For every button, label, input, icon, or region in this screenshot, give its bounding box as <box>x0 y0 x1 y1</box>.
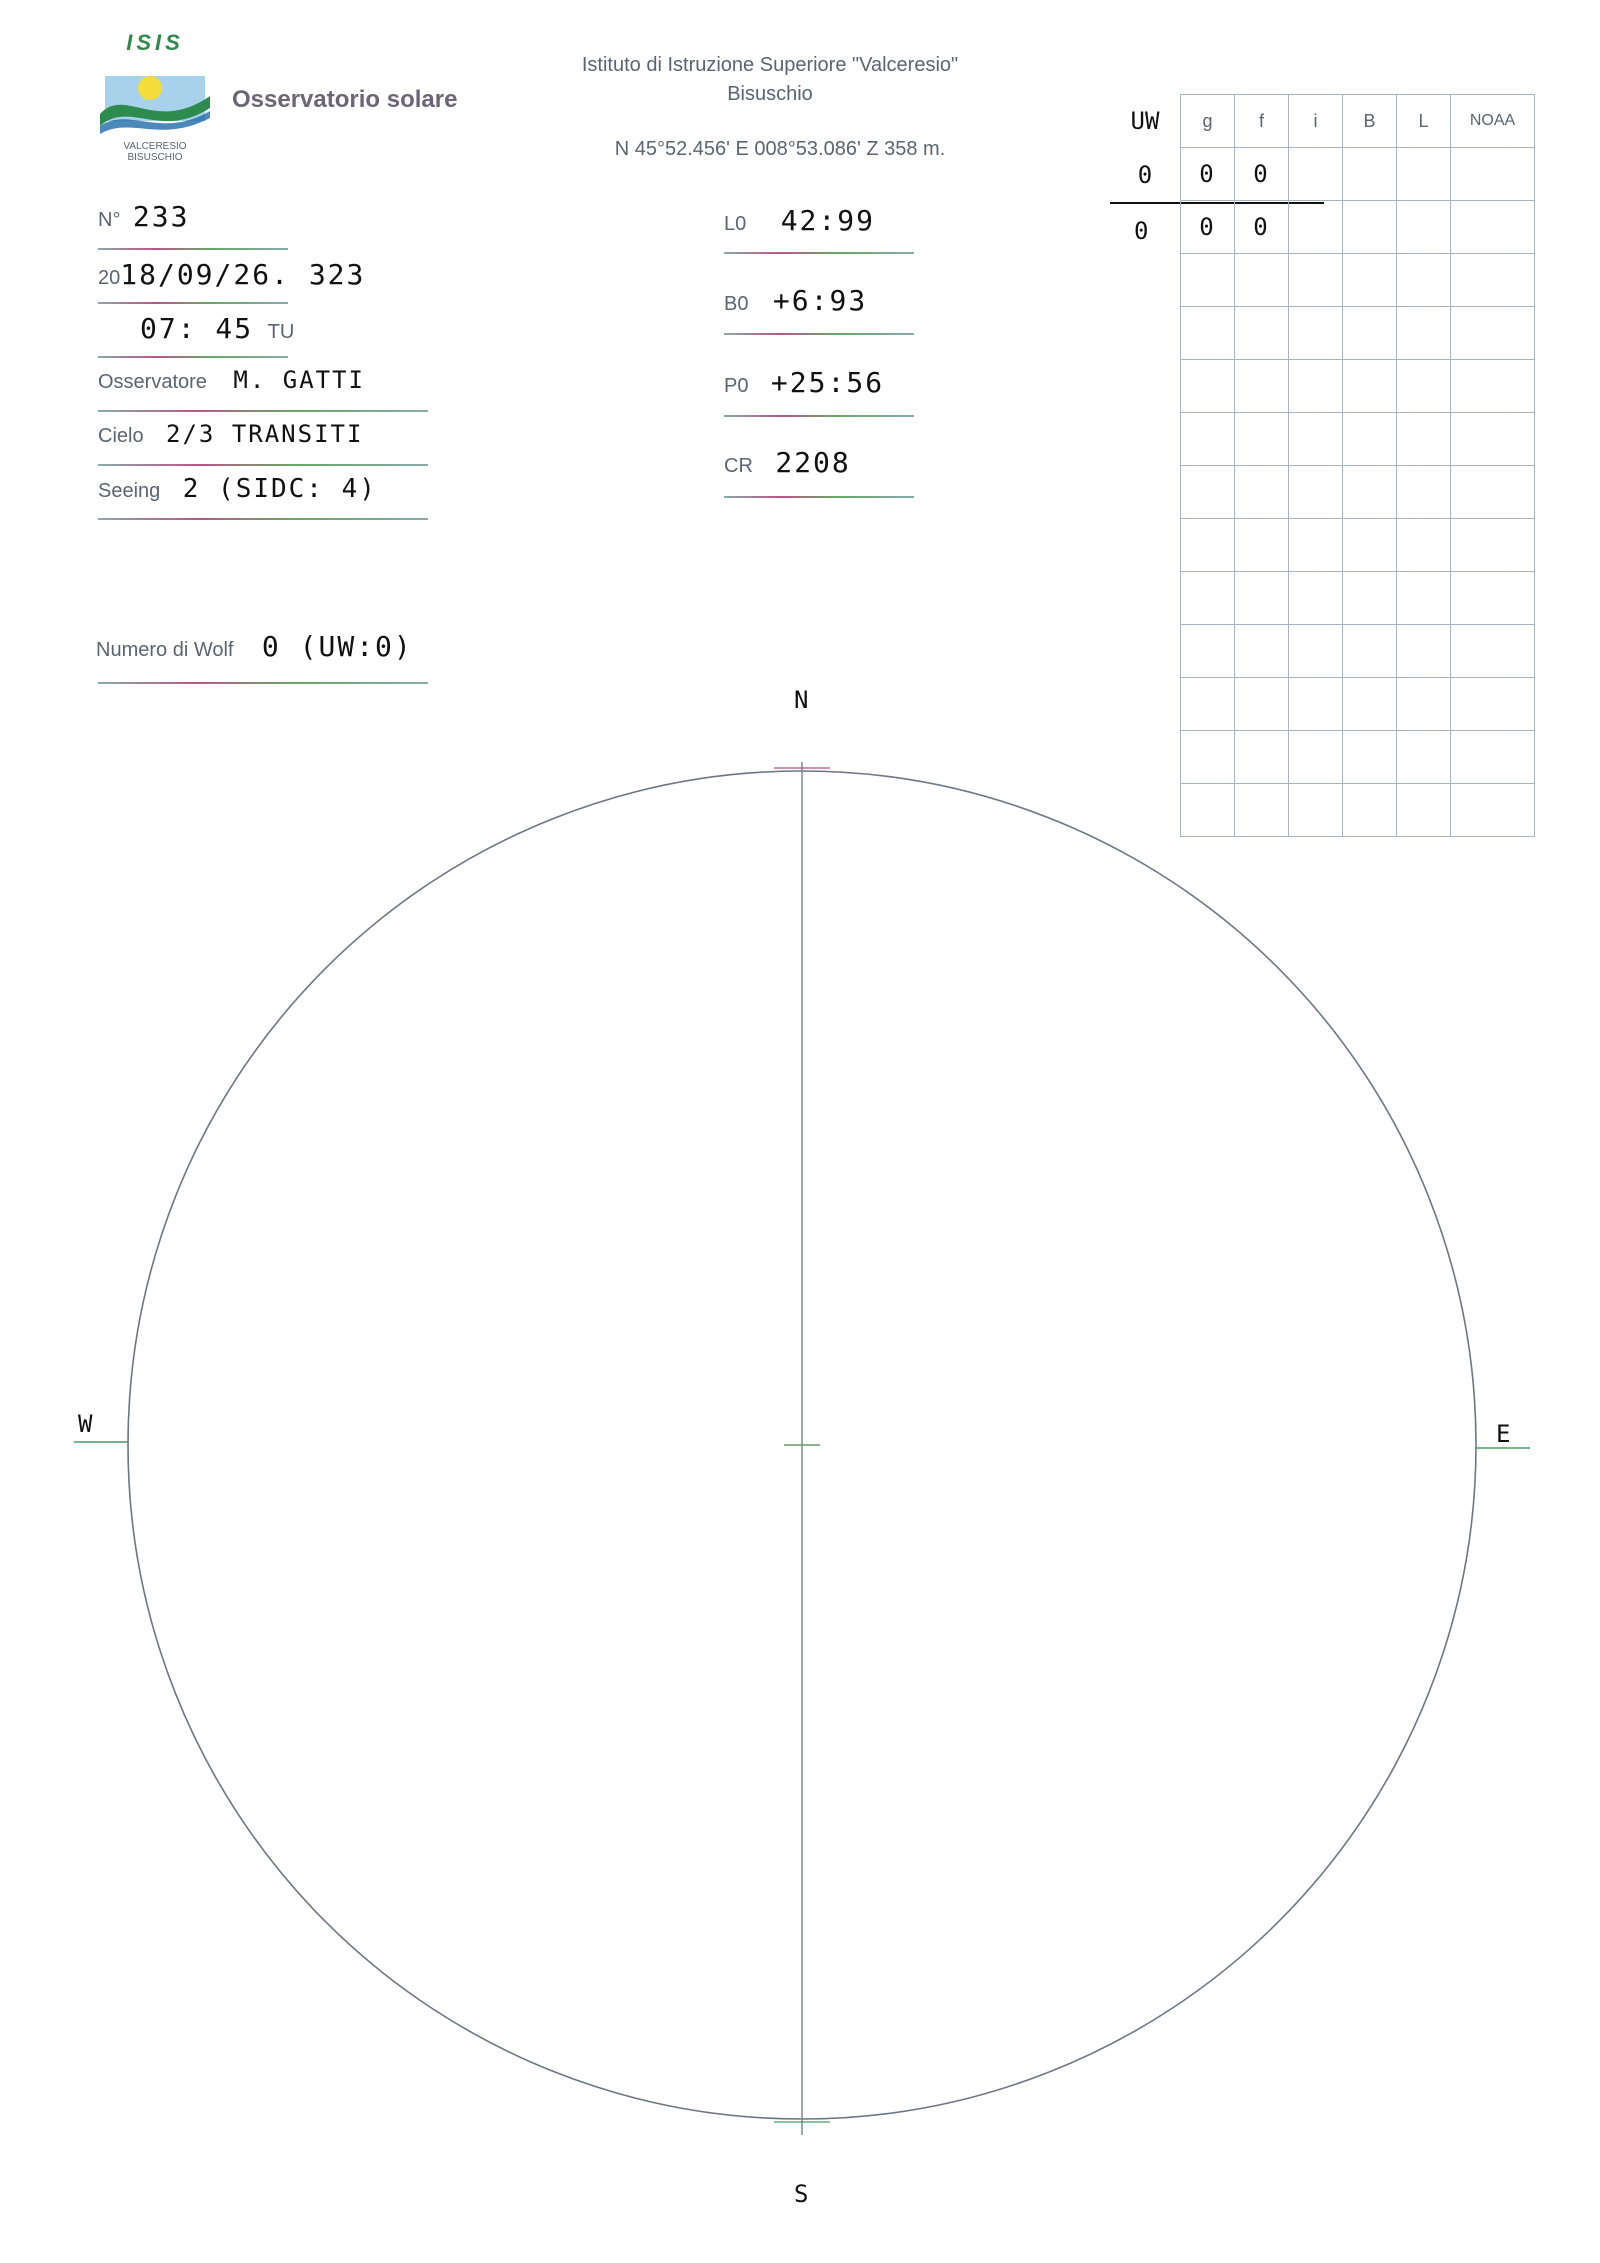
wolf-label: Numero di Wolf <box>96 639 234 661</box>
sky-label: Cielo <box>98 425 144 447</box>
p0-label: P0 <box>724 375 749 397</box>
logo-text-bottom-2: BISUSCHIO <box>127 152 183 163</box>
table-cell: 0 <box>1235 148 1289 201</box>
table-header-cell: NOAA <box>1451 95 1535 148</box>
north-label: N <box>794 686 809 714</box>
table-cell: 0 <box>1181 201 1235 254</box>
sky-value: 2/3 TRANSITI <box>166 420 364 448</box>
site-coordinates: N 45°52.456' E 008°53.086' Z 358 m. <box>614 138 946 160</box>
table-header-cell: B <box>1343 95 1397 148</box>
table-header-cell: f <box>1235 95 1289 148</box>
south-label: S <box>794 2180 809 2208</box>
table-cell: 0 <box>1181 148 1235 201</box>
uw-header: UW <box>1130 107 1160 135</box>
seeing-label: Seeing <box>98 480 161 502</box>
east-label: E <box>1496 1420 1511 1448</box>
number-value: 233 <box>132 200 190 233</box>
institute-city: Bisuschio <box>727 83 813 105</box>
uw-value: 0 <box>1110 202 1324 258</box>
seeing-value: 2 (SIDC: 4) <box>182 474 377 504</box>
logo-text-bottom-1: VALCERESIO <box>123 141 187 152</box>
table-header-cell: i <box>1289 95 1343 148</box>
p0-value: +25:56 <box>770 366 885 399</box>
table-header-cell: g <box>1181 95 1235 148</box>
l0-value: 42:99 <box>780 204 875 237</box>
uw-value: 0 <box>1137 161 1153 189</box>
cr-value: 2208 <box>775 446 851 479</box>
l0-label: L0 <box>724 213 747 235</box>
table-header-cell: L <box>1397 95 1451 148</box>
logo-text-top: ISIS <box>126 30 184 55</box>
institute-name: Istituto di Istruzione Superiore "Valceresio" <box>581 54 959 76</box>
observer-value: M. GATTI <box>233 366 365 394</box>
date-value: 18/09/26. 323 <box>120 258 366 291</box>
b0-value: +6:93 <box>772 284 868 317</box>
wolf-value: 0 (UW:0) <box>261 630 413 663</box>
observer-label: Osservatore <box>98 371 207 393</box>
time-value: 07: 45 <box>140 312 254 345</box>
time-unit: TU <box>267 321 295 343</box>
b0-label: B0 <box>724 293 749 315</box>
cr-label: CR <box>724 455 753 477</box>
table-cell: 0 <box>1235 201 1289 254</box>
number-label: N° <box>98 209 121 231</box>
date-prefix: 20 <box>98 267 121 289</box>
observatory-title: Osservatorio solare <box>232 86 458 113</box>
west-label: W <box>78 1410 93 1438</box>
